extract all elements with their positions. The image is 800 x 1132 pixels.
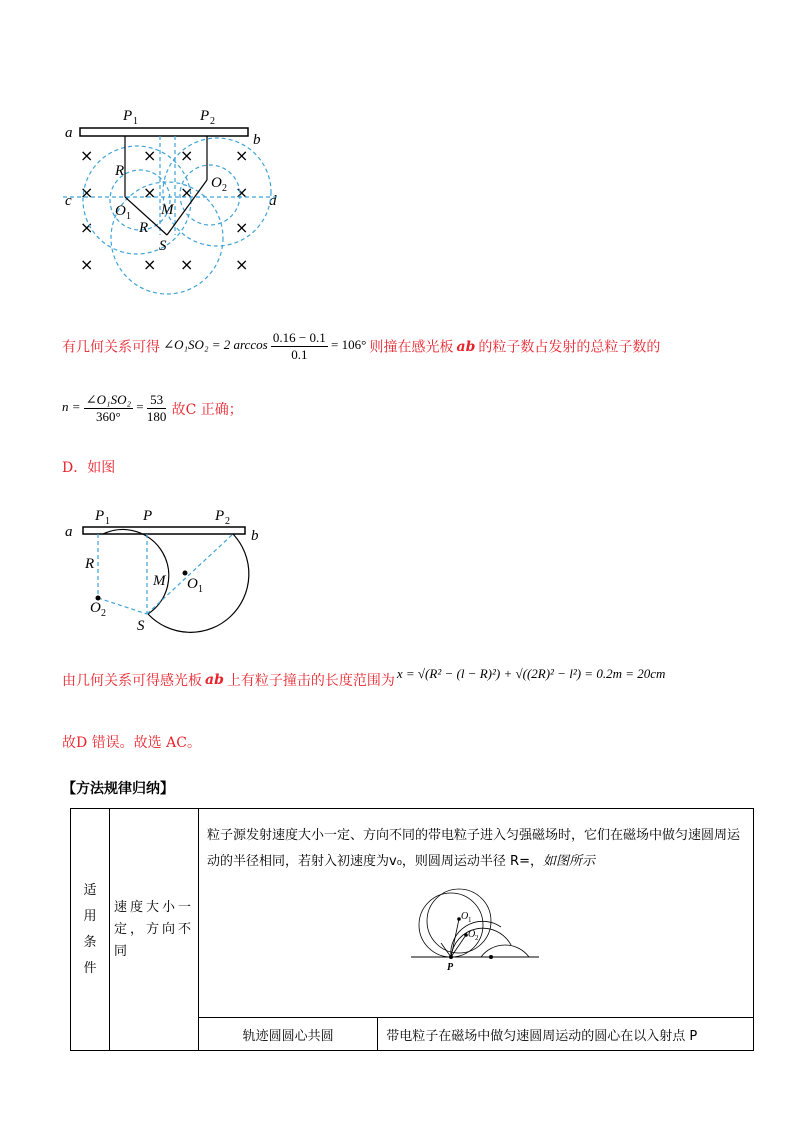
formula2-eq: = <box>136 399 144 415</box>
svg-text:×: × <box>80 146 94 165</box>
label-c: c <box>65 193 72 209</box>
option-d-label: D．如图 <box>62 460 116 476</box>
paragraph3-prefix-ab: ab <box>205 672 224 688</box>
fig2-label-p2-sub: 2 <box>225 516 230 527</box>
svg-text:×: × <box>235 255 249 274</box>
svg-text:1: 1 <box>468 916 472 924</box>
fig2-label-o1-sub: 1 <box>198 584 203 595</box>
conclusion-text: 故D 错误。故选 AC。 <box>62 735 201 751</box>
fig2-label-m: M <box>153 573 166 589</box>
point-o1 <box>183 571 188 576</box>
svg-text:P: P <box>447 962 454 973</box>
svg-text:×: × <box>143 255 157 274</box>
svg-text:×: × <box>80 255 94 274</box>
paragraph1-suffix-b: 的粒子数占发射的总粒子数的 <box>478 339 661 356</box>
fig2-label-o1: O <box>187 576 198 592</box>
svg-text:×: × <box>235 218 249 237</box>
label-p2: P <box>200 108 210 124</box>
paragraph-impact-range <box>62 666 666 690</box>
formula1-denominator: 0.1 <box>291 347 308 362</box>
svg-text:2: 2 <box>475 934 479 942</box>
method-table <box>70 808 754 1051</box>
sensor-plate-ab-2 <box>83 527 245 534</box>
formula2-frac2-num: 53 <box>147 392 167 409</box>
formula2-frac1-den: 360° <box>96 409 121 424</box>
char-3: 条 <box>83 934 97 950</box>
label-o2: O <box>211 175 222 191</box>
label-p1: P <box>123 108 133 124</box>
formula2-frac2-den: 180 <box>146 409 167 424</box>
svg-text:×: × <box>180 255 194 274</box>
cell-applicable-conditions <box>71 809 110 1051</box>
svg-text:×: × <box>143 146 157 165</box>
figure-1-magnetic-field-diagram <box>55 100 300 315</box>
description-text <box>207 823 745 875</box>
formula1-lhs: ∠O₁SO₂ = 2 arccos <box>163 337 268 353</box>
paragraph1-prefix: 有几何关系可得 <box>62 339 160 356</box>
fig2-label-s: S <box>137 618 145 634</box>
label-p2-sub: 2 <box>210 116 215 127</box>
table-row <box>71 809 754 1018</box>
method-heading: 【方法规律归纳】 <box>62 781 174 797</box>
fig2-label-o2-sub: 2 <box>101 608 106 619</box>
circles-through-point-diagram <box>411 885 541 975</box>
description-body: 粒子源发射速度大小一定、方向不同的带电粒子进入匀强磁场时，它们在磁场中做匀速圆周运动的半径相同，若射入初速度为v₀，则圆周运动半径 R=， <box>207 828 741 869</box>
paragraph2-suffix: 故C 正确； <box>171 401 243 418</box>
fig2-label-p1: P <box>95 508 105 524</box>
char-1: 适 <box>83 882 97 898</box>
cell-row2-text: 带电粒子在磁场中做匀速圆周运动的圆心在以入射点 P <box>378 1018 754 1051</box>
paragraph1-suffix-ab: ab <box>456 338 476 355</box>
label-o1: O <box>115 203 126 219</box>
speed-condition-text: 速度大小一定，方向不同 <box>114 899 195 959</box>
svg-text:×: × <box>235 183 249 202</box>
sensor-plate-ab <box>80 128 248 136</box>
formula3: x = √(R² − (l − R)²) + √((2R)² − l²) = 0.2m = 20cm <box>396 666 666 681</box>
fig2-label-p2: P <box>215 508 225 524</box>
fig2-label-b: b <box>251 528 259 544</box>
label-p1-sub: 1 <box>133 116 138 127</box>
label-b: b <box>253 132 261 148</box>
label-m: M <box>161 202 174 218</box>
fig2-label-p1-sub: 1 <box>105 516 110 527</box>
figure-2-trajectory-diagram <box>55 500 285 640</box>
label-o2-sub: 2 <box>222 183 227 194</box>
char-4: 件 <box>83 960 97 976</box>
label-r-lower: R <box>139 220 149 236</box>
svg-text:O: O <box>461 911 469 922</box>
svg-text:×: × <box>80 218 94 237</box>
cell-description <box>199 809 754 1018</box>
cell-speed-condition <box>110 809 199 1051</box>
fig2-label-p: P <box>143 508 153 524</box>
label-s: S <box>159 238 167 254</box>
formula1-rhs: = 106° <box>331 337 367 353</box>
paragraph3-prefix-a: 由几何关系可得感光板 <box>62 673 202 689</box>
trajectory-arcs <box>103 530 249 633</box>
paragraph-geometry-angle <box>62 330 660 363</box>
svg-text:×: × <box>143 183 157 202</box>
svg-text:×: × <box>180 146 194 165</box>
paragraph-ratio <box>62 392 243 425</box>
construction-lines <box>98 534 233 614</box>
formula2-frac1-num: ∠O₁SO₂ <box>85 392 131 407</box>
description-italic: 如图所示 <box>542 854 595 869</box>
paragraph3-prefix-b: 上有粒子撞击的长度范围为 <box>226 673 395 689</box>
fig2-label-r: R <box>85 556 95 572</box>
svg-text:×: × <box>80 183 94 202</box>
label-r-upper: R <box>115 163 125 179</box>
label-o1-sub: 1 <box>126 211 131 222</box>
char-2: 用 <box>83 908 97 924</box>
fig2-label-a: a <box>65 524 73 540</box>
fig2-label-o2: O <box>90 600 101 616</box>
formula1-numerator: 0.16 − 0.1 <box>272 330 326 345</box>
formula2-lhs: n = <box>62 399 81 415</box>
svg-text:×: × <box>180 183 194 202</box>
cell-row2-label: 轨迹圆圆心共圆 <box>199 1018 378 1051</box>
paragraph1-suffix-a: 则撞在感光板 <box>369 339 454 356</box>
label-d: d <box>269 193 277 209</box>
label-a: a <box>65 125 73 141</box>
svg-text:×: × <box>235 146 249 165</box>
svg-text:O: O <box>468 929 476 940</box>
